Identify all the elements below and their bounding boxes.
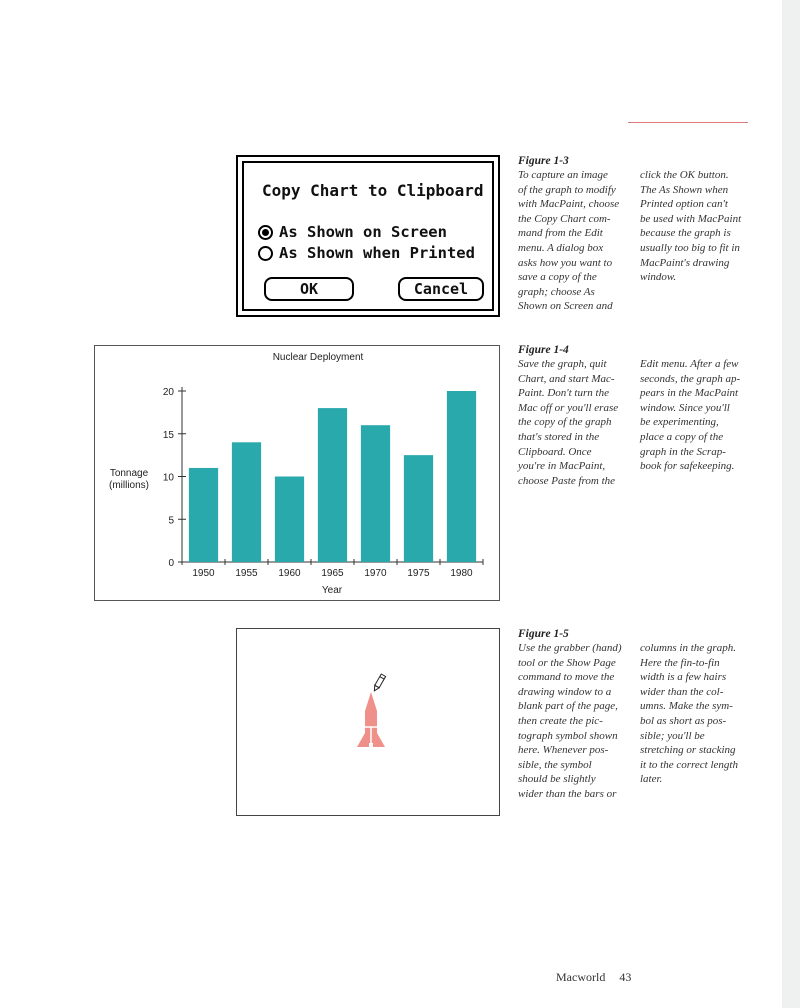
caption-line: you're in MacPaint, — [518, 460, 606, 473]
caption-line: Use the grabber (hand) — [518, 642, 622, 654]
rocket-icon — [357, 692, 385, 747]
caption-line: stretching or stacking — [640, 744, 736, 757]
page-footer — [556, 970, 631, 985]
caption-column-2 — [640, 357, 758, 474]
cancel-button[interactable]: Cancel — [398, 277, 484, 301]
caption-line: blank part of the page, — [518, 700, 618, 713]
caption-line: bol as short as pos- — [640, 714, 727, 727]
option-label: As Shown when Printed — [279, 244, 475, 262]
bar-1955 — [232, 442, 261, 562]
caption-line: click the OK button. — [640, 169, 729, 181]
x-tick-label: 1975 — [407, 568, 430, 579]
caption-column-1 — [518, 641, 636, 802]
ok-button[interactable]: OK — [264, 277, 354, 301]
x-tick-label: 1950 — [192, 568, 215, 579]
caption-line: Paint. Don't turn the — [518, 387, 609, 400]
caption-column-2 — [640, 641, 758, 787]
caption-line: asks how you want to — [518, 256, 613, 269]
caption-line: then create the pic- — [518, 714, 603, 727]
caption-line: it to the correct length — [640, 758, 738, 771]
drawing-canvas — [237, 629, 499, 815]
figure-1-3-caption — [518, 154, 778, 313]
option-as-shown-when-printed[interactable] — [258, 244, 475, 262]
caption-line: sible; you'll be — [640, 729, 705, 742]
dialog-title: Copy Chart to Clipboard — [262, 181, 484, 200]
bar-1950 — [189, 468, 218, 562]
column-rule — [628, 122, 748, 123]
x-axis-label: Year — [321, 585, 343, 596]
y-axis-label-line-1: Tonnage — [109, 468, 149, 479]
caption-line: of the graph to modify — [518, 183, 616, 196]
y-tick-label: 20 — [162, 387, 174, 398]
y-axis-label-line-2: (millions) — [109, 480, 149, 491]
caption-line: menu. A dialog box — [518, 241, 604, 254]
caption-line: window. — [640, 271, 677, 284]
caption-line: Edit menu. After a few — [640, 358, 739, 370]
caption-line: command to move the — [518, 671, 615, 684]
caption-heading: Figure 1-3 — [518, 155, 569, 167]
caption-line: save a copy of the — [518, 271, 597, 284]
option-as-shown-on-screen[interactable] — [258, 223, 447, 241]
pencil-icon — [372, 674, 385, 692]
publication-name: Macworld — [556, 970, 606, 984]
bar-1965 — [318, 408, 347, 562]
option-label: As Shown on Screen — [279, 223, 447, 241]
caption-line: seconds, the graph ap- — [640, 372, 741, 385]
figure-1-4-caption — [518, 343, 778, 487]
caption-line: Clipboard. Once — [518, 445, 592, 458]
caption-line: because the graph is — [640, 227, 731, 240]
plot-area — [163, 387, 483, 579]
caption-line: usually too big to fit in — [640, 241, 740, 254]
y-tick-label: 5 — [168, 515, 174, 527]
chart-canvas — [95, 346, 499, 600]
caption-line: Printed option can't — [640, 198, 728, 211]
x-tick-label: 1965 — [321, 568, 344, 579]
caption-heading: Figure 1-4 — [518, 344, 569, 356]
caption-line: later. — [640, 773, 663, 786]
caption-line: drawing window to a — [518, 685, 612, 698]
caption-column-1 — [518, 357, 636, 488]
caption-line: here. Whenever pos- — [518, 744, 609, 757]
y-axis-label — [109, 468, 149, 491]
x-tick-label: 1955 — [235, 568, 258, 579]
caption-line: the copy of the graph — [518, 416, 612, 429]
caption-line: choose Paste from the — [518, 474, 616, 487]
caption-line: should be slightly — [518, 773, 596, 786]
caption-column-2 — [640, 168, 758, 285]
y-tick-label: 15 — [162, 429, 174, 441]
caption-line: that's stored in the — [518, 430, 600, 443]
caption-line: Mac off or you'll erase — [518, 401, 619, 414]
x-tick-label: 1970 — [364, 568, 387, 579]
caption-line: be experimenting, — [640, 416, 719, 429]
y-tick-label: 10 — [162, 472, 174, 484]
caption-line: mand from the Edit — [518, 227, 603, 240]
caption-line: columns in the graph. — [640, 642, 736, 654]
radio-unselected-icon[interactable] — [258, 246, 273, 261]
x-tick-label: 1980 — [450, 568, 473, 579]
caption-line: graph in the Scrap- — [640, 445, 726, 458]
caption-line: Chart, and start Mac- — [518, 372, 615, 385]
caption-line: Shown on Screen and — [518, 300, 613, 313]
caption-line: width is a few hairs — [640, 671, 727, 684]
bar-1980 — [447, 391, 476, 562]
caption-line: tograph symbol shown — [518, 729, 618, 742]
caption-line: To capture an image — [518, 169, 608, 181]
caption-line: wider than the col- — [640, 685, 724, 698]
caption-line: book for safekeeping. — [640, 460, 735, 473]
radio-selected-icon[interactable] — [258, 225, 273, 240]
bar-1975 — [404, 455, 433, 562]
caption-line: sible, the symbol — [518, 758, 592, 771]
dialog-inner-frame — [242, 161, 494, 311]
page-edge — [782, 0, 800, 1008]
caption-line: the Copy Chart com- — [518, 212, 611, 225]
caption-line: umns. Make the sym- — [640, 700, 733, 713]
caption-line: place a copy of the — [640, 430, 724, 443]
macpaint-drawing-window — [236, 628, 500, 816]
bar-1960 — [275, 477, 304, 563]
caption-line: wider than the bars or — [518, 787, 617, 800]
bar-1970 — [361, 425, 390, 562]
x-tick-label: 1960 — [278, 568, 301, 579]
caption-line: Here the fin-to-fin — [640, 656, 720, 669]
caption-line: Save the graph, quit — [518, 358, 607, 370]
caption-line: The As Shown when — [640, 183, 729, 196]
copy-chart-dialog — [236, 155, 500, 317]
caption-line: be used with MacPaint — [640, 212, 742, 225]
caption-line: window. Since you'll — [640, 401, 730, 414]
chart-title: Nuclear Deployment — [272, 352, 364, 363]
caption-line: pears in the MacPaint — [640, 387, 739, 400]
caption-line: tool or the Show Page — [518, 656, 616, 669]
y-tick-label: 0 — [168, 558, 174, 569]
caption-line: graph; choose As — [518, 285, 595, 298]
caption-heading: Figure 1-5 — [518, 628, 569, 640]
caption-column-1 — [518, 168, 636, 314]
caption-line: with MacPaint, choose — [518, 198, 620, 211]
page-number: 43 — [619, 970, 632, 984]
figure-1-5-caption — [518, 627, 778, 800]
nuclear-deployment-chart — [94, 345, 500, 601]
caption-line: MacPaint's drawing — [640, 256, 730, 269]
